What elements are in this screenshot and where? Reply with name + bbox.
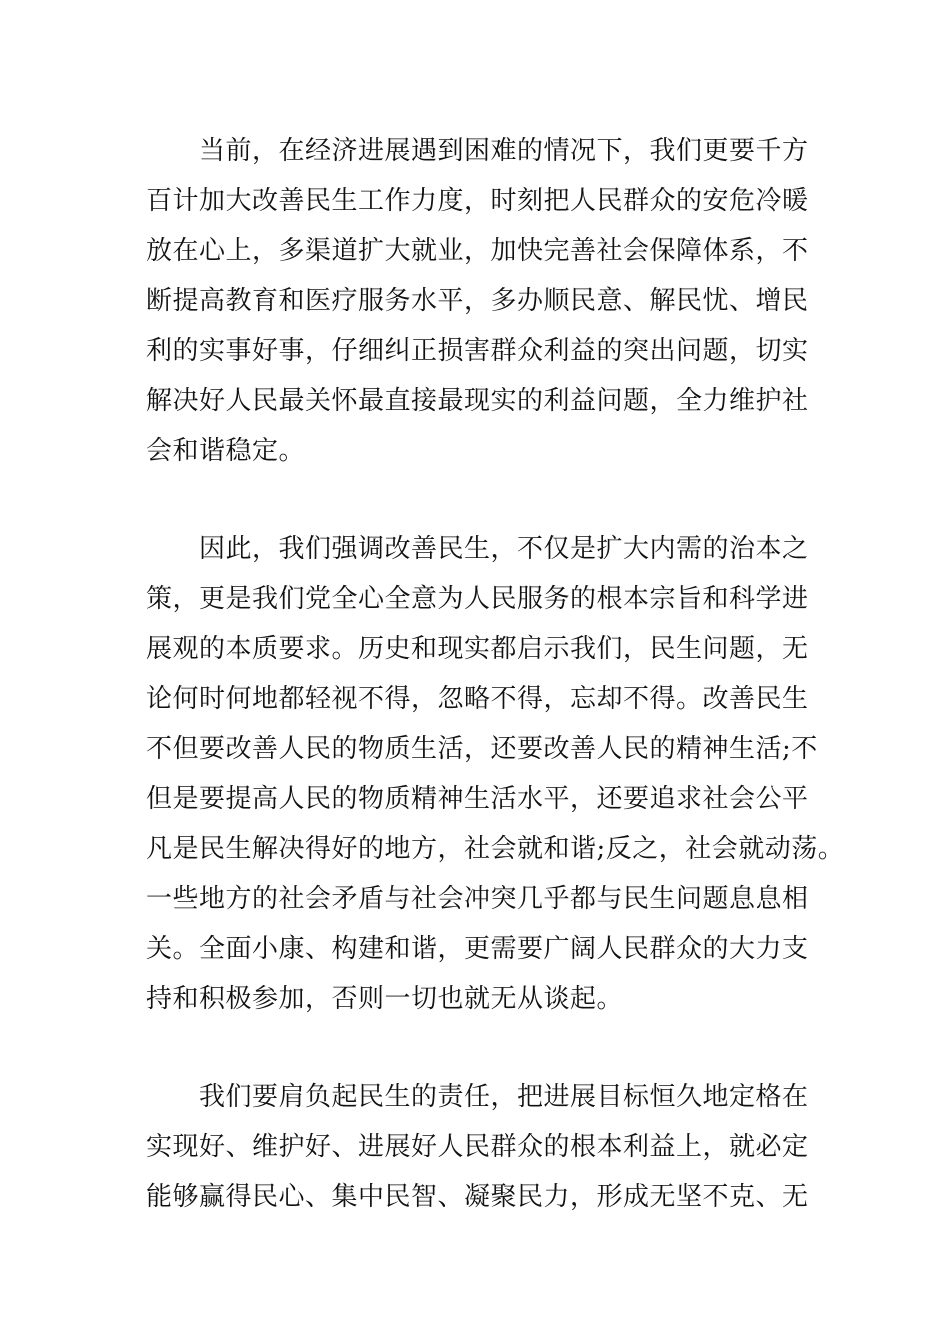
paragraph-line: 断提高教育和医疗服务水平，多办顺民意、解民忧、增民 (146, 286, 809, 316)
paragraph-line: 利的实事好事，仔细纠正损害群众利益的突出问题，切实 (146, 336, 809, 366)
paragraph-line: 关。全面小康、构建和谐，更需要广阔人民群众的大力支 (146, 934, 809, 964)
paragraph-line: 一些地方的社会矛盾与社会冲突几乎都与民生问题息息相 (146, 884, 809, 914)
paragraph-1 (146, 126, 826, 476)
paragraph-line: 放在心上，多渠道扩大就业，加快完善社会保障体系，不 (146, 236, 809, 266)
paragraph-line: 我们要肩负起民生的责任，把进展目标恒久地定格在 (146, 1082, 809, 1112)
paragraph-line: 凡是民生解决得好的地方，社会就和谐;反之，社会就动荡。 (146, 834, 845, 864)
paragraph-line: 会和谐稳定。 (146, 436, 306, 466)
paragraph-line: 论何时何地都轻视不得，忽略不得，忘却不得。改善民生 (146, 684, 809, 714)
paragraph-line: 因此，我们强调改善民生，不仅是扩大内需的治本之 (146, 534, 809, 564)
paragraph-line: 不但要改善人民的物质生活，还要改善人民的精神生活;不 (146, 734, 818, 764)
paragraph-line: 能够赢得民心、集中民智、凝聚民力，形成无坚不克、无 (146, 1182, 809, 1212)
paragraph-2 (146, 524, 845, 1024)
paragraph-3 (146, 1072, 826, 1222)
paragraph-line: 当前，在经济进展遇到困难的情况下，我们更要千方 (146, 136, 809, 166)
paragraph-line: 解决好人民最关怀最直接最现实的利益问题，全力维护社 (146, 386, 809, 416)
paragraph-line: 实现好、维护好、进展好人民群众的根本利益上，就必定 (146, 1132, 809, 1162)
paragraph-line: 展观的本质要求。历史和现实都启示我们，民生问题，无 (146, 634, 809, 664)
paragraph-line: 但是要提高人民的物质精神生活水平，还要追求社会公平 (146, 784, 809, 814)
paragraph-line: 策，更是我们党全心全意为人民服务的根本宗旨和科学进 (146, 584, 809, 614)
paragraph-line: 百计加大改善民生工作力度，时刻把人民群众的安危冷暖 (146, 186, 809, 216)
paragraph-line: 持和积极参加，否则一切也就无从谈起。 (146, 984, 624, 1014)
